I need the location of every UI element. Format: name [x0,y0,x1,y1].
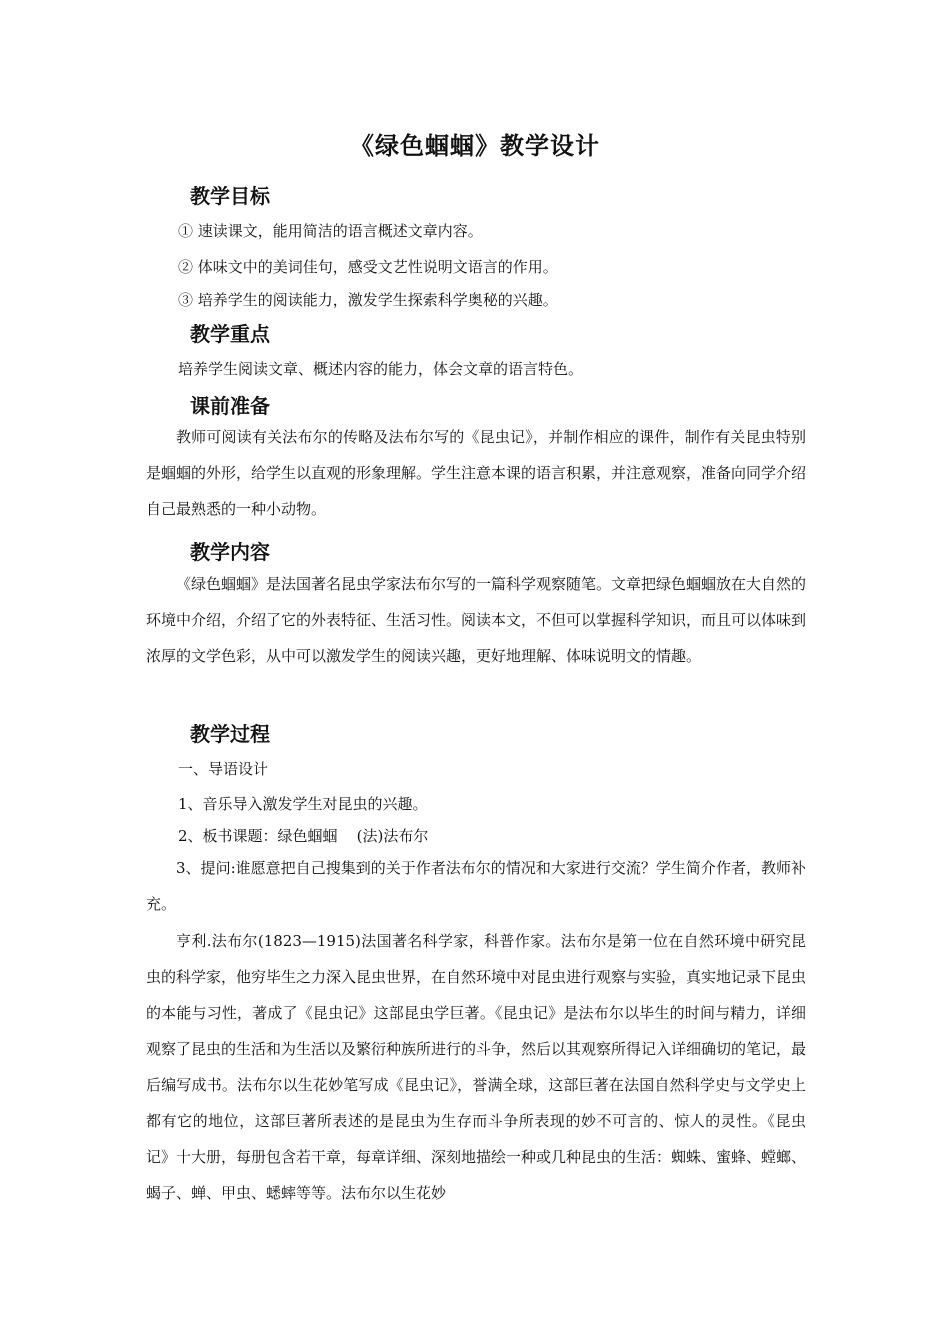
heading-preparation: 课前准备 [190,394,270,418]
content-paragraph: 《绿色蝈蝈》是法国著名昆虫学家法布尔写的一篇科学观察随笔。文章把绿色蝈蝈放在大自然的环境中介绍，介绍了它的外表特征、生活习性。阅读本文，不但可以掌握科学知识，而且可以体味到浓厚的文学色彩，从中可以激发学生的阅读兴趣，更好地理解、体味说明文的情趣。 [146,575,807,665]
heading-objectives: 教学目标 [190,184,270,208]
objective-item: ② 体味文中的美词佳句，感受文艺性说明文语言的作用。 [178,258,558,276]
heading-content: 教学内容 [190,540,270,564]
heading-process: 教学过程 [190,722,270,746]
process-step: 1、音乐导入激发学生对昆虫的兴趣。 [178,795,428,813]
bio-paragraph: 亨利.法布尔(1823—1915)法国著名科学家，科普作家。法布尔是第一位在自然环境中研究昆虫的科学家，他穷毕生之力深入昆虫世界，在自然环境中对昆虫进行观察与实验，真实地记录下昆虫的本能与习性，著成了《昆虫记》这部昆虫学巨著。《昆虫记》是法布尔以毕生的时间与精力，详细观察了昆虫的生活和为生活以及繁衍种族所进行的斗争，然后以其观察所得记入详细确切的笔记，最后编写成书。法布尔以生花妙笔写成《昆虫记》，誉满全球，这部巨著在法国自然科学史与文学史上都有它的地位，这部巨著所表述的是昆虫为生存而斗争所表现的妙不可言的、惊人的灵性。《昆虫记》十大册，每册包含若干章，每章详细、深刻地描绘一种或几种昆虫的生活：蜘蛛、蜜蜂、螳螂、蝎子、蝉、甲虫、蟋蟀等等。法布尔以生花妙 [146,932,807,1202]
objective-item: ① 速读课文，能用简洁的语言概述文章内容。 [178,222,483,240]
process-section: 一、导语设计 [178,760,269,778]
focus-text: 培养学生阅读文章、概述内容的能力，体会文章的语言特色。 [178,360,584,378]
preparation-paragraph: 教师可阅读有关法布尔的传略及法布尔写的《昆虫记》，并制作相应的课件，制作有关昆虫特别是蝈蝈的外形，给学生以直观的形象理解。学生注意本课的语言积累，并注意观察，准备向同学介绍自己最熟悉的一种小动物。 [146,428,807,518]
objective-item: ③ 培养学生的阅读能力，激发学生探索科学奥秘的兴趣。 [178,291,558,309]
process-step: 2、板书课题：绿色蝈蝈 (法)法布尔 [178,827,429,845]
process-step: 3、提问:谁愿意把自己搜集到的关于作者法布尔的情况和大家进行交流？学生简介作者，教师补充。 [146,859,806,913]
heading-focus: 教学重点 [190,322,270,346]
document-title: 《绿色蝈蝈》教学设计 [350,132,600,160]
